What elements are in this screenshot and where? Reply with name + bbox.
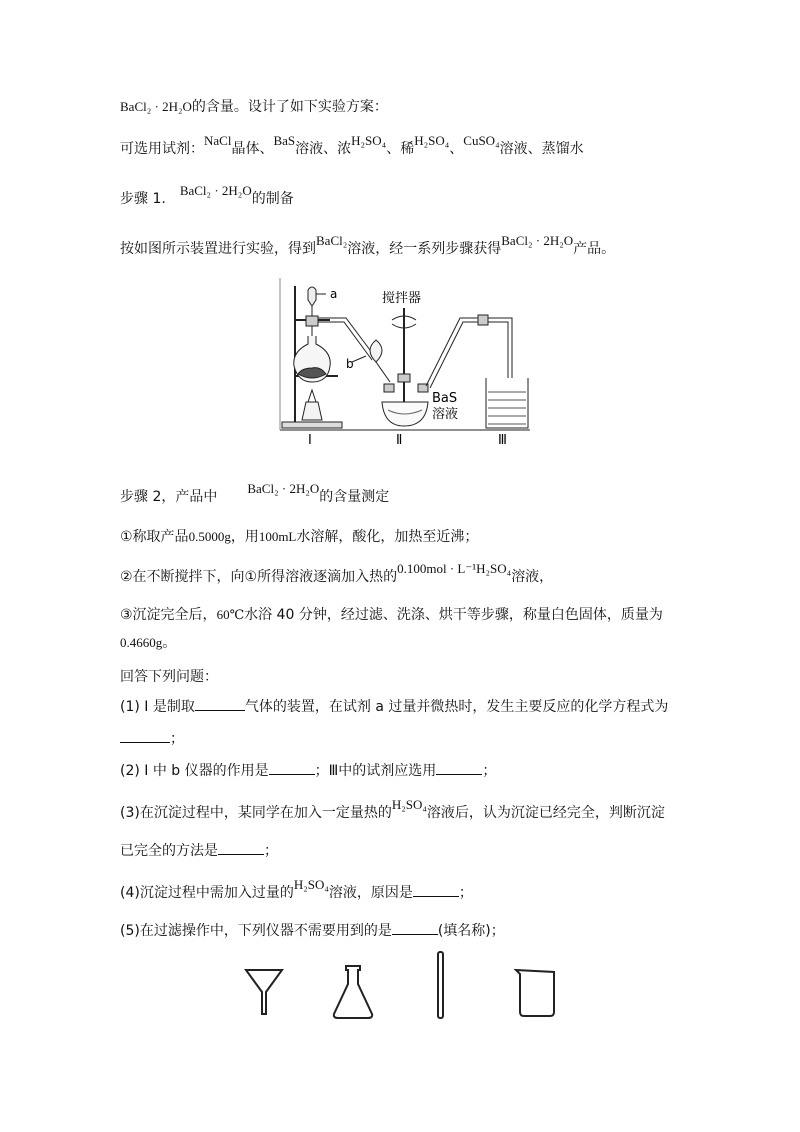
alcohol-lamp: [302, 402, 322, 420]
step2-item-2: ②在不断搅拌下，向①所得溶液逐滴加入热的0.100mol · L⁻¹H₂SO₄溶液，: [120, 561, 554, 585]
answer-blank[interactable]: [269, 762, 315, 775]
answer-blank[interactable]: [218, 842, 264, 855]
label-roman-3: Ⅲ: [498, 433, 507, 448]
answer-blank[interactable]: [413, 884, 459, 897]
label-stirrer: 搅拌器: [382, 291, 422, 306]
funnel-b: [370, 340, 382, 362]
question-3: (3)在沉淀过程中，某同学在加入一定量热的H₂SO₄溶液后，认为沉淀已经完全，判断沉淀: [120, 797, 665, 821]
beaker-iii: [486, 378, 528, 428]
question-1-cont: ；: [120, 730, 184, 748]
label-a: a: [330, 287, 338, 301]
label-roman-1: Ⅰ: [308, 433, 312, 448]
questions-heading: 回答下列问题：: [120, 669, 218, 685]
beaker-icon: [512, 964, 560, 1020]
step1-title: 步骤 1.BaCl₂ · 2H₂O的制备: [120, 183, 294, 207]
stand-base: [282, 422, 342, 428]
question-3-cont: 已完全的方法是 ；: [120, 843, 278, 859]
step2-item-1: ①称取产品0.5000g，用100mL水溶解，酸化，加热至近沸；: [120, 529, 479, 545]
step1-paragraph: 按如图所示装置进行实验，得到BaCl₂溶液，经一系列步骤获得BaCl₂ · 2H₂O产品。: [120, 233, 616, 257]
question-2: (2) Ⅰ 中 b 仪器的作用是 ；Ⅲ中的试剂应选用 ；: [120, 763, 497, 779]
answer-blank[interactable]: [120, 730, 170, 743]
answer-blank[interactable]: [392, 922, 438, 935]
label-solution: 溶液: [432, 407, 459, 422]
step2-item-3: ③沉淀完全后，60℃水浴 40 分钟，经过滤、洗涤、烘干等步骤，称量白色固体，质量为: [120, 607, 663, 623]
funnel-icon: [244, 966, 284, 1018]
question-1: (1) Ⅰ 是制取 气体的装置，在试剂 a 过量并微热时，发生主要反应的化学方程式为: [120, 699, 669, 715]
step2-title: 步骤 2，产品中BaCl₂ · 2H₂O的含量测定: [120, 481, 390, 505]
erlenmeyer-flask-icon: [330, 962, 376, 1022]
step2-item-3-cont: 0.4660g。: [120, 635, 177, 651]
formula-bacl2-hydrate: BaCl₂ · 2H₂O: [120, 99, 192, 114]
label-roman-2: Ⅱ: [396, 433, 403, 448]
answer-blank[interactable]: [436, 762, 482, 775]
intro-line: BaCl₂ · 2H₂O的含量。设计了如下实验方案：: [120, 99, 388, 115]
answer-blank[interactable]: [195, 698, 245, 711]
question-4: (4)沉淀过程中需加入过量的H₂SO₄溶液，原因是 ；: [120, 877, 473, 901]
glass-rod-icon: [436, 950, 446, 1022]
apparatus-figure: [280, 278, 540, 448]
reagents-line: 可选用试剂：NaCl晶体、BaS溶液、浓H₂SO₄、稀H₂SO₄、CuSO₄溶液、蒸馏水: [120, 133, 584, 157]
question-5: (5)在过滤操作中，下列仪器不需要用到的是 (填名称)；: [120, 923, 505, 939]
separatory-funnel: [308, 287, 316, 306]
label-b: b: [346, 357, 354, 371]
label-bas: BaS: [432, 391, 458, 406]
